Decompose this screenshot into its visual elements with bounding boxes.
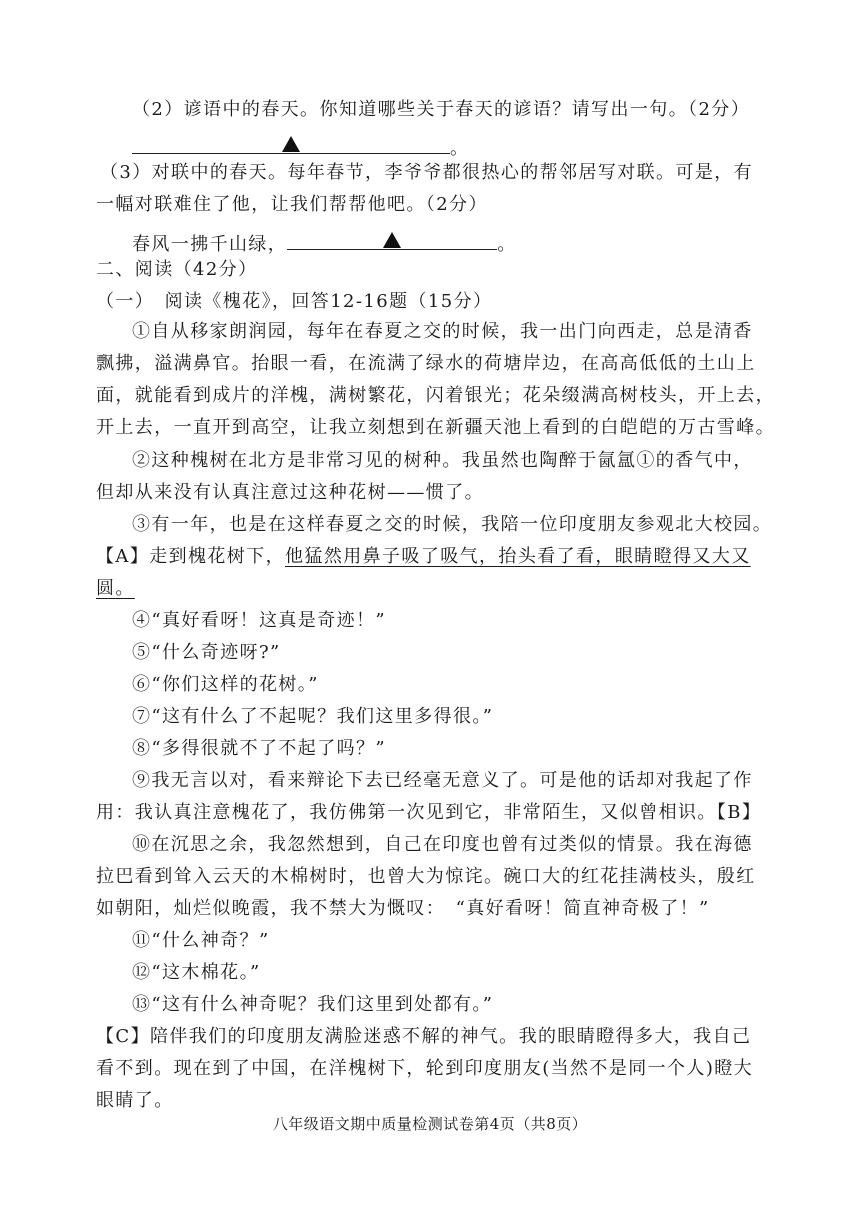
- p10-line-2: 拉巴看到耸入云天的木棉树时，也曾大为惊诧。碗口大的红花挂满枝头，殷红: [96, 866, 756, 887]
- dialogue-6: ⑥“你们这样的花树。”: [132, 674, 319, 695]
- couplet-answer-blank[interactable]: [287, 229, 497, 250]
- answer-blank[interactable]: [132, 133, 450, 154]
- couplet-line: [132, 229, 517, 257]
- p3-line-2: [96, 545, 751, 569]
- marker-a: 【A】: [96, 546, 150, 567]
- underlined-sentence-end: 圆。: [96, 578, 135, 599]
- pc-line-1: 【C】陪伴我们的印度朋友满脸迷惑不解的神气。我的眼睛瞪得多大，我自己: [96, 1026, 752, 1047]
- p1-line-3: 面，就能看到成片的洋槐，满树繁花，闪着银光；花朵缀满高树枝头，开上去，: [96, 385, 775, 406]
- p9-line-2: 用：我认真注意槐花了，我仿佛第一次见到它，非常陌生，又似曾相识。【B】: [96, 802, 762, 823]
- page-footer: 八年级语文期中质量检测试卷第4页（共8页）: [272, 1115, 588, 1133]
- question-2-answer-line: [132, 133, 469, 161]
- p10-line-3: 如朝阳，灿烂似晚霞，我不禁大为慨叹： “真好看呀！简直神奇极了！”: [96, 898, 710, 919]
- dialogue-11: ⑪“什么神奇？”: [132, 930, 270, 951]
- answer-end-punct: 。: [450, 138, 470, 159]
- p3-line-3: [96, 577, 135, 601]
- pc-line-2: 看不到。现在到了中国，在洋槐树下，轮到印度朋友(当然不是同一个人)瞪大: [96, 1058, 754, 1079]
- p9-line-1: ⑨我无言以对，看来辩论下去已经毫无意义了。可是他的话却对我起了作: [132, 770, 753, 791]
- p3-line-1: ③有一年，也是在这样春夏之交的时候，我陪一位印度朋友参观北大校园。: [132, 514, 773, 535]
- triangle-marker-icon: [282, 136, 300, 152]
- question-2: （2）谚语中的春天。你知道哪些关于春天的谚语？请写出一句。（2分）: [132, 99, 751, 120]
- p10-line-1: ⑩在沉思之余，我忽然想到，自己在印度也曾有过类似的情景。我在海德: [132, 834, 753, 855]
- p2-line-2: 但却从来没有认真注意过这种花树——惯了。: [96, 482, 484, 503]
- dialogue-5: ⑤“什么奇迹呀?”: [132, 642, 281, 663]
- dialogue-13: ⑬“这有什么神奇呢？我们这里到处都有。”: [132, 994, 494, 1015]
- dialogue-12: ⑫“这木棉花。”: [132, 962, 261, 983]
- underlined-sentence: 他猛然用鼻子吸了吸气，抬头看了看，眼睛瞪得又大又: [285, 546, 751, 567]
- dialogue-8: ⑧“多得很就不了不起了吗？”: [132, 738, 387, 759]
- section-title: 二、阅读（42分）: [96, 259, 258, 280]
- pc-line-3: 眼睛了。: [96, 1090, 174, 1111]
- couplet-end-punct: 。: [497, 234, 517, 255]
- dialogue-4: ④“真好看呀！这真是奇迹！”: [132, 610, 387, 631]
- dialogue-7: ⑦“这有什么了不起呢？我们这里多得很。”: [132, 706, 494, 727]
- question-3-line-2: 一幅对联难住了他，让我们帮帮他吧。（2分）: [96, 194, 488, 215]
- question-3-line-1: （3）对联中的春天。每年春节，李爷爷都很热心的帮邻居写对联。可是，有: [100, 162, 754, 183]
- p3-plain-text: 走到槐花树下，: [149, 546, 286, 567]
- p1-line-1: ①自从移家朗润园，每年在春夏之交的时候，我一出门向西走，总是清香: [132, 321, 753, 342]
- p2-line-1: ②这种槐树在北方是非常习见的树种。我虽然也陶醉于氤氲①的香气中，: [132, 450, 753, 471]
- p1-line-2: 飘拂，溢满鼻官。抬眼一看，在流满了绿水的荷塘岸边，在高高低低的土山上: [96, 353, 756, 374]
- part-1-heading: （一） 阅读《槐花》，回答12-16题（15分）: [96, 291, 493, 312]
- couplet-first-half: 春风一拂千山绿，: [132, 234, 288, 255]
- p1-line-4: 开上去，一直开到高空，让我立刻想到在新疆天池上看到的白皑皑的万古雪峰。: [96, 417, 775, 438]
- triangle-marker-icon: [383, 232, 401, 248]
